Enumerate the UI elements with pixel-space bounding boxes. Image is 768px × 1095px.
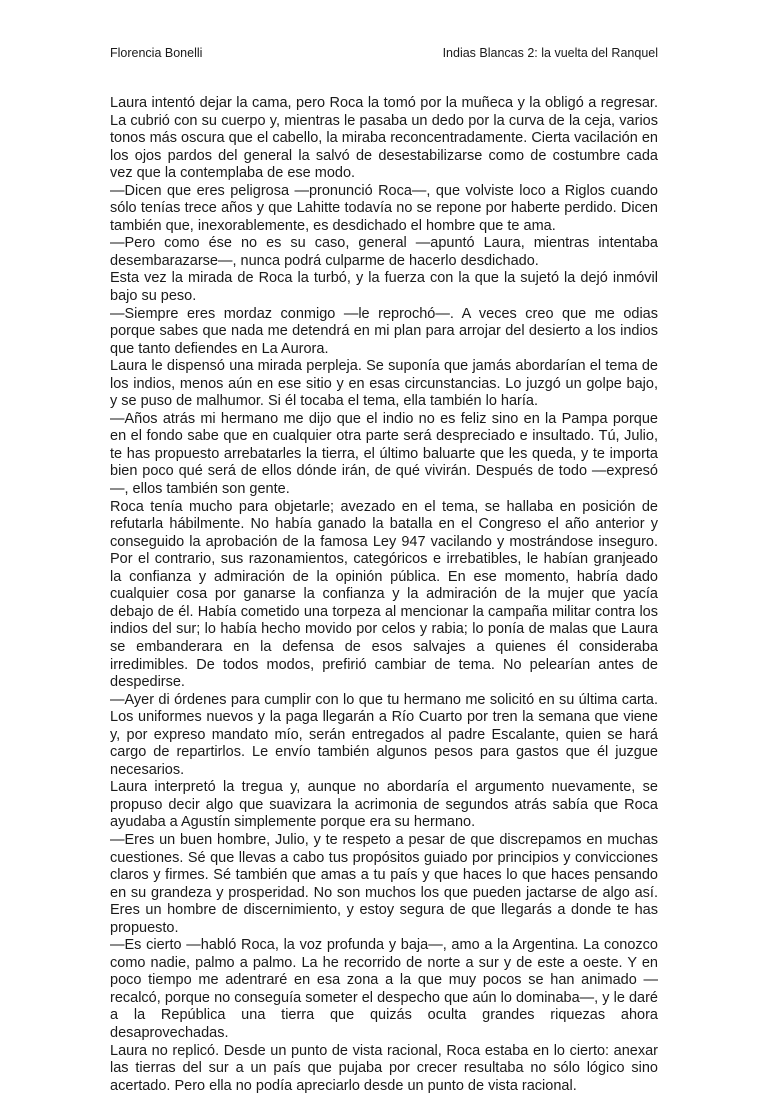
header-book-title: Indias Blancas 2: la vuelta del Ranquel [442, 46, 658, 60]
paragraph: Laura no replicó. Desde un punto de vista racional, Roca estaba en lo cierto: anexar las tierras del sur a un país que pujaba por crecer resultaba no sólo lógico sino acertado. Pero ella no podía apreciarlo desde un punto de vista racional. [110, 1042, 658, 1094]
paragraph: Esta vez la mirada de Roca la turbó, y la fuerza con la que la sujetó la dejó inmóvil bajo su peso. [110, 270, 658, 305]
paragraph: Laura interpretó la tregua y, aunque no abordaría el argumento nuevamente, se propuso decir algo que suavizara la acrimonia de segundos atrás sabía que Roca ayudaba a Agustín simplemente porque era su hermano. [110, 779, 658, 831]
paragraph: —Años atrás mi hermano me dijo que el indio no es feliz sino en la Pampa porque en el fondo sabe que en cualquier otra parte será despreciado e insultado. Tú, Julio, te has propuesto arrebatarles la tierra, el último baluarte que les queda, y te importa bien poco qué será de ellos dónde irán, de qué vivirán. Después de todo —expresó—, ellos también son gente. [110, 410, 658, 498]
page-header [110, 46, 658, 66]
paragraph: —Pero como ése no es su caso, general —apuntó Laura, mientras intentaba desembarazarse—, nunca podrá culparme de hacerlo desdichado. [110, 235, 658, 269]
paragraph: —Dicen que eres peligrosa —pronunció Roca—, que volviste loco a Riglos cuando sólo tenías trece años y que Lahitte todavía no se repone por haberte perdido. Dicen también que, inexorablemente, es desdichado el hombre que te ama. [110, 182, 658, 234]
paragraph: Roca tenía mucho para objetarle; avezado en el tema, se hallaba en posición de refutarla hábilmente. No había ganado la batalla en el Congreso el año anterior y conseguido la aprobación de la famosa Ley 947 vacilando y mostrándose inseguro. Por el contrario, sus razonamientos, categóricos e irrebatibles, le habían granjeado la confianza y admiración de la opinión pública. En ese momento, habría dado cualquier cosa por ganarse la confianza y la admiración de la mujer que yacía debajo de él. Había cometido una torpeza al mencionar la campaña militar contra los indios del sur; lo había hecho movido por celos y rabia; lo ponía de malas que Laura se embanderara en la defensa de esos salvajes a quienes él consideraba irredimibles. De todos modos, prefirió cambiar de tema. No pelearían antes de despedirse. [110, 498, 658, 691]
paragraph: Laura intentó dejar la cama, pero Roca la tomó por la muñeca y la obligó a regresar. La cubrió con su cuerpo y, mientras le pasaba un dedo por la curva de la ceja, varios tonos más oscura que el cabello, la miraba reconcentradamente. Cierta vacilación en los ojos pardos del general la salvó de desestabilizarse como de costumbre cada vez que la contemplaba de ese modo. [110, 95, 658, 182]
paragraph: —Eres un buen hombre, Julio, y te respeto a pesar de que discrepamos en muchas cuestiones. Sé que llevas a cabo tus propósitos guiado por principios y convicciones claros y firmes. Sé también que amas a tu país y que haces lo que haces pensando en su grandeza y prosperidad. No son muchos los que pueden jactarse de algo así. Eres un hombre de discernimiento, y estoy segura de que llegarás a donde te has propuesto. [110, 831, 658, 936]
paragraph: —Es cierto —habló Roca, la voz profunda y baja—, amo a la Argentina. La conozco como nadie, palmo a palmo. La he recorrido de norte a sur y de este a oeste. Y en poco tiempo me adentraré en esa zona a la que muy pocos se han animado —recalcó, porque no conseguía someter el despecho que aún lo dominaba—, y le daré a la República una tierra que quizás oculta grandes riquezas ahora desaprovechadas. [110, 937, 658, 1041]
paragraph: Laura le dispensó una mirada perpleja. Se suponía que jamás abordarían el tema de los indios, menos aún en ese sitio y en esas circunstancias. Lo juzgó un golpe bajo, y se puso de malhumor. Si él tocaba el tema, ella también lo haría. [110, 358, 658, 410]
body-text [110, 95, 658, 1095]
header-author: Florencia Bonelli [110, 46, 203, 60]
paragraph: —Siempre eres mordaz conmigo —le reprochó—. A veces creo que me odias porque sabes que nada me detendrá en mi plan para arrojar del desierto a los indios que tanto defiendes en La Aurora. [110, 305, 658, 357]
paragraph: —Ayer di órdenes para cumplir con lo que tu hermano me solicitó en su última carta. Los uniformes nuevos y la paga llegarán a Río Cuarto por tren la semana que viene y, por expreso mandato mío, serán entregados al padre Escalante, quien se hará cargo de repartirlos. Le envío también algunos pesos para gastos que él juzgue necesarios. [110, 691, 658, 778]
